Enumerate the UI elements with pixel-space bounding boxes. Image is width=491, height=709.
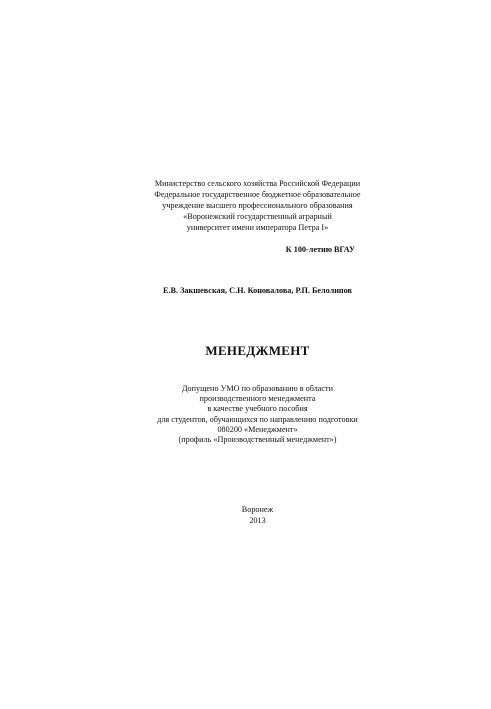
approval-line: 080200 «Менеджмент»	[217, 424, 298, 434]
header-line: Федеральное государственное бюджетное образовательное	[154, 190, 361, 199]
header-line: учреждение высшего профессионального образования	[162, 201, 353, 210]
imprint-year: 2013	[249, 515, 266, 525]
approval-line: в качестве учебного пособия	[207, 404, 308, 414]
approval-line: производственного менеджмента	[199, 394, 316, 404]
imprint	[12, 505, 491, 526]
approval-statement	[12, 384, 491, 445]
institution-header	[12, 178, 491, 233]
approval-line: для студентов, обучающихся по направлению подготовки	[157, 414, 358, 424]
approval-line: (профиль «Производственный менеджмент»)	[178, 435, 337, 445]
imprint-city: Воронеж	[241, 505, 274, 514]
book-title: МЕНЕДЖМЕНТ	[205, 343, 310, 358]
header-line: «Воронежский государственный аграрный	[183, 212, 332, 221]
authors: Е.В. Закшевская, С.Н. Коновалова, Р.П. Белолипов	[163, 286, 352, 295]
header-line: университет имени императора Петра I»	[186, 223, 329, 232]
header-line: Министерство сельского хозяйства Российской Федерации	[154, 179, 361, 188]
approval-line: Допущено УМО по образованию в области	[181, 384, 334, 393]
anniversary-note: К 100-летию ВГАУ	[285, 245, 355, 254]
